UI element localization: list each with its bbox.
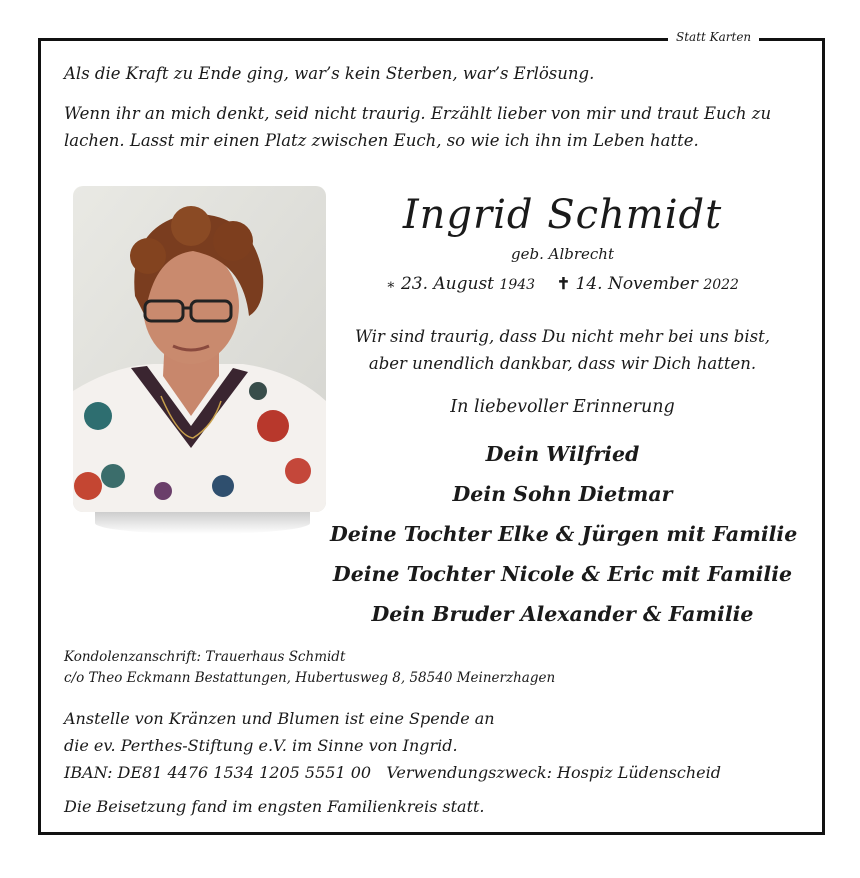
death-year: 2022 <box>703 277 739 293</box>
photo-shadow <box>95 512 310 534</box>
burial-note: Die Beisetzung fand im engsten Familienkreis statt. <box>64 797 485 816</box>
donation-purpose: Verwendungszweck: Hospiz Lüdenscheid <box>386 763 721 782</box>
portrait-photo <box>73 186 326 512</box>
life-dates <box>330 274 795 294</box>
donation-bank-line <box>64 763 721 782</box>
birth-name: geb. Albrecht <box>511 245 614 263</box>
donation-line-2: die ev. Perthes-Stiftung e.V. im Sinne von Ingrid. <box>64 736 458 755</box>
family-member: Deine Tochter Elke & Jürgen mit Familie <box>330 522 798 546</box>
death-cross-icon: ✝ <box>556 274 571 293</box>
condolence-line-1: Kondolenzanschrift: Trauerhaus Schmidt <box>64 649 346 665</box>
death-date: 14. November <box>575 274 698 294</box>
family-member: Dein Sohn Dietmar <box>452 482 673 506</box>
birth-date: 23. August <box>400 274 495 294</box>
poem-line-1: Als die Kraft zu Ende ging, war’s kein Sterben, war’s Erlösung. <box>64 64 595 83</box>
memory-line: In liebevoller Erinnerung <box>450 397 675 417</box>
poem-line-3: lachen. Lasst mir einen Platz zwischen Euch, so wie ich ihn im Leben hatte. <box>64 131 699 150</box>
birth-year: 1943 <box>499 277 536 293</box>
birth-star-icon: ∗ <box>386 277 396 293</box>
condolence-line-2: c/o Theo Eckmann Bestattungen, Hubertusweg 8, 58540 Meinerzhagen <box>64 670 556 686</box>
quote-line-2: aber unendlich dankbar, dass wir Dich hatten. <box>368 354 757 373</box>
poem-line-2: Wenn ihr an mich denkt, seid nicht traurig. Erzählt lieber von mir und traut Euch zu <box>64 104 772 123</box>
family-member: Deine Tochter Nicole & Eric mit Familie <box>332 562 793 586</box>
quote-line-1: Wir sind traurig, dass Du nicht mehr bei uns bist, <box>355 327 770 346</box>
donation-iban: IBAN: DE81 4476 1534 1205 5551 00 <box>64 763 372 782</box>
deceased-name: Ingrid Schmidt <box>402 192 723 238</box>
family-member: Dein Wilfried <box>485 442 640 466</box>
header-tag: Statt Karten <box>668 28 759 46</box>
family-member: Dein Bruder Alexander & Familie <box>371 602 754 626</box>
donation-line-1: Anstelle von Kränzen und Blumen ist eine Spende an <box>64 709 495 728</box>
